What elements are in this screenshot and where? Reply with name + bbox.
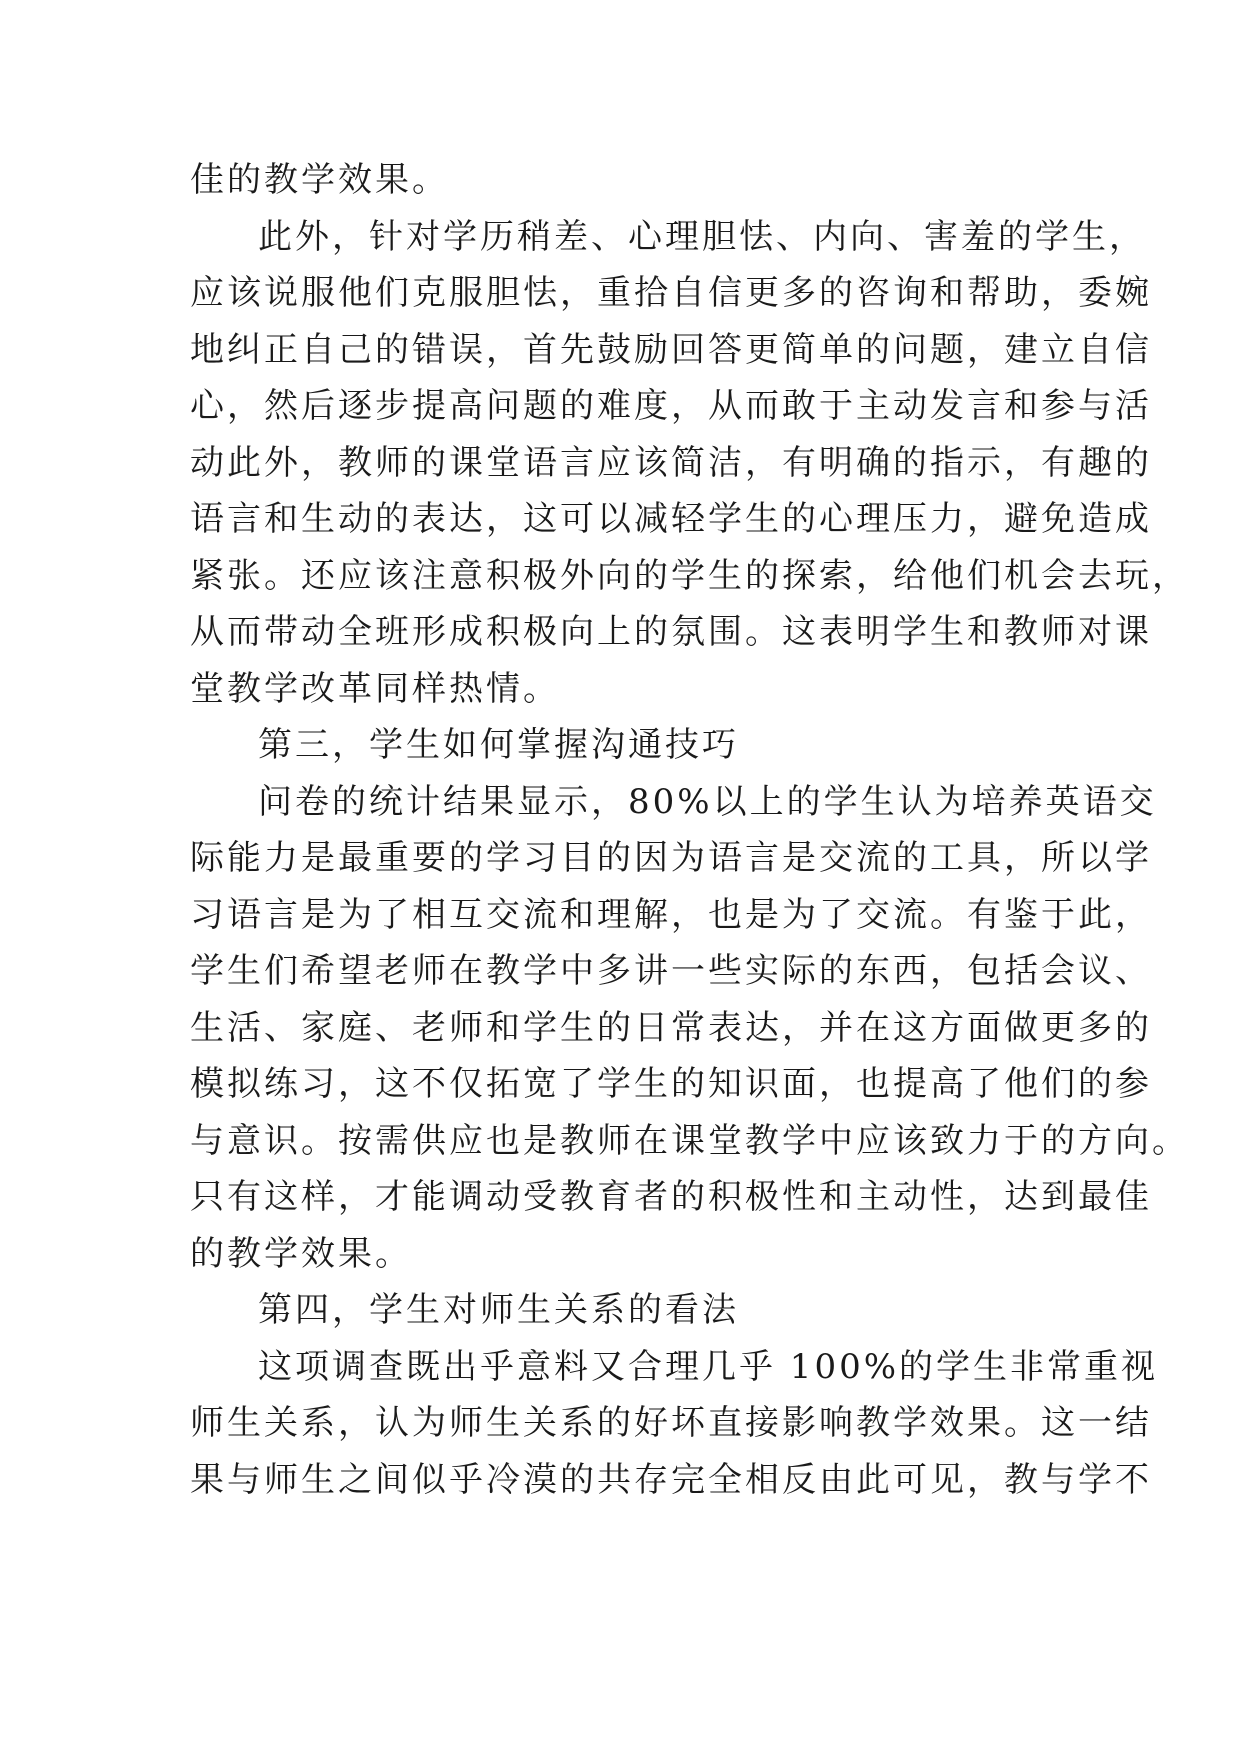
text-line: 此外，针对学历稍差、心理胆怯、内向、害羞的学生， <box>258 216 1146 257</box>
text-line: 际能力是最重要的学习目的因为语言是交流的工具，所以学 <box>190 838 1152 878</box>
text-line: 与意识。按需供应也是教师在课堂教学中应该致力于的方向。 <box>190 1120 1189 1161</box>
text-line: 佳的教学效果。 <box>190 160 449 200</box>
text-line: 语言和生动的表达，这可以减轻学生的心理压力，避免造成 <box>190 499 1152 539</box>
text-line: 学生们希望老师在教学中多讲一些实际的东西，包括会议、 <box>190 951 1152 991</box>
text-line: 生活、家庭、老师和学生的日常表达，并在这方面做更多的 <box>190 1007 1152 1048</box>
text-line: 地纠正自己的错误，首先鼓励回答更简单的问题，建立自信 <box>190 329 1152 370</box>
text-line: 动此外，教师的课堂语言应该简洁，有明确的指示，有趣的 <box>190 442 1152 483</box>
text-line: 果与师生之间似乎冷漠的共存完全相反由此可见，教与学不 <box>190 1459 1152 1500</box>
text-line: 问卷的统计结果显示，80%以上的学生认为培养英语交 <box>258 781 1157 822</box>
text-line: 第三，学生如何掌握沟通技巧 <box>258 725 739 765</box>
text-line: 从而带动全班形成积极向上的氛围。这表明学生和教师对课 <box>190 612 1152 652</box>
document-body <box>190 152 1189 1508</box>
text-line: 习语言是为了相互交流和理解，也是为了交流。有鉴于此， <box>190 894 1152 935</box>
text-line: 心，然后逐步提高问题的难度，从而敢于主动发言和参与活 <box>190 386 1152 426</box>
text-line: 师生关系，认为师生关系的好坏直接影响教学效果。这一结 <box>190 1403 1152 1443</box>
text-line: 只有这样，才能调动受教育者的积极性和主动性，达到最佳 <box>190 1177 1152 1217</box>
text-line: 堂教学改革同样热情。 <box>190 668 560 709</box>
text-line: 第四，学生对师生关系的看法 <box>258 1290 739 1330</box>
text-line: 这项调查既出乎意料又合理几乎 100%的学生非常重视 <box>258 1346 1159 1387</box>
text-line: 模拟练习，这不仅拓宽了学生的知识面，也提高了他们的参 <box>190 1064 1152 1104</box>
text-line: 紧张。还应该注意积极外向的学生的探索，给他们机会去玩， <box>190 555 1189 596</box>
text-line: 应该说服他们克服胆怯，重拾自信更多的咨询和帮助，委婉 <box>190 273 1152 313</box>
text-line: 的教学效果。 <box>190 1233 412 1274</box>
